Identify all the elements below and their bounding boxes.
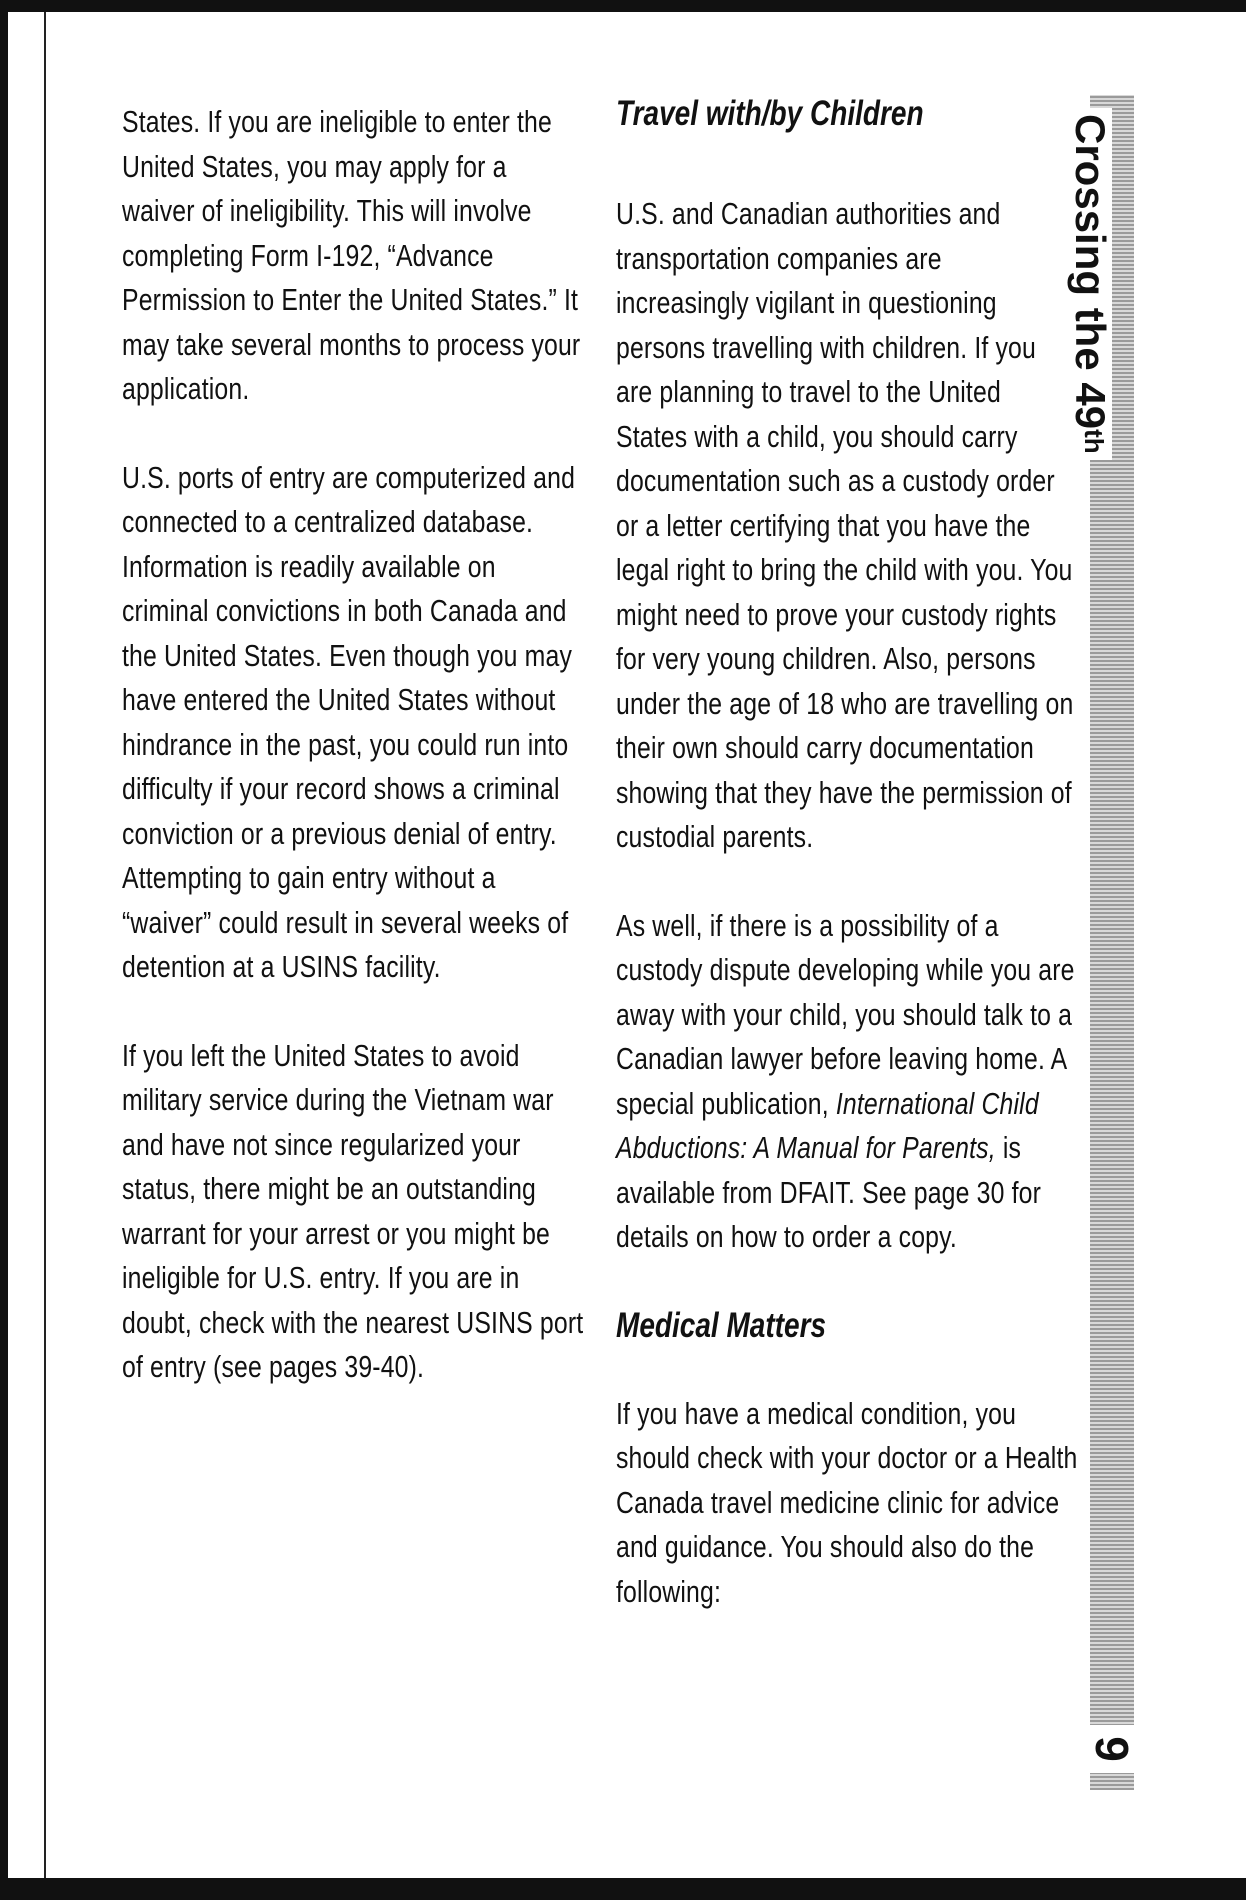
paragraph-waiver: States. If you are ineligible to enter the United States, you may apply for a waiver of ineligibility. This will involve completing Form I-192, “Advance Permission to Enter the United States.” It may take several months to process your application. xyxy=(122,104,581,406)
paragraph-custody-dispute xyxy=(616,904,1078,1260)
scan-border-top xyxy=(0,0,1246,12)
paragraph-children-documentation: U.S. and Canadian authorities and transportation companies are increasingly vigilant in questioning persons travelling with children. If you are planning to travel to the United States with a child, you should carry documentation such as a custody order or a letter certifying that you have the legal right to bring the child with you. You might need to prove your custody rights for very young children. Also, persons under the age of 18 who are travelling on their own should carry documentation showing that they have the permission of custodial parents. xyxy=(616,196,1074,854)
binding-rule xyxy=(44,12,46,1878)
paragraph-medical: If you have a medical condition, you should check with your doctor or a Health Canada travel medicine clinic for advice and guidance. You should also do the following: xyxy=(616,1395,1078,1609)
heading-travel-children: Travel with/by Children xyxy=(616,94,924,133)
publication-title: International Child Abductions: A Manual for Parents, xyxy=(616,1085,1039,1165)
page-number: 9 xyxy=(1083,1725,1141,1773)
section-title-text: Crossing the 49 xyxy=(1067,114,1114,430)
custody-text-start: As well, if there is a possibility of a custody dispute developing while you are away with your child, you should talk to a Canadian lawyer before leaving home. A special publication, xyxy=(616,907,1075,1121)
section-title xyxy=(1068,108,1112,460)
section-title-superscript: th xyxy=(1079,429,1109,454)
left-column xyxy=(122,100,584,1434)
paragraph-ports-of-entry: U.S. ports of entry are computerized and connected to a centralized database. Information is readily available on criminal convictions in both Canada and the United States. Even though you may have entered the United States without hindrance in the past, you could run into difficulty if your record shows a criminal conviction or a previous denial of entry. Attempting to gain entry without a “waiver” could result in several weeks of detention at a USINS facility. xyxy=(122,459,576,984)
right-column xyxy=(616,92,1078,1658)
paragraph-military-service: If you left the United States to avoid military service during the Vietnam war and have not since regularized your status, there might be an outstanding warrant for your arrest or you might be ineligible for U.S. entry. If you are in doubt, check with the nearest USINS port of entry (see pages 39-40). xyxy=(122,1037,584,1384)
custody-text-end: is available from DFAIT. See page 30 for details on how to order a copy. xyxy=(616,1130,1041,1254)
scan-border-bottom xyxy=(0,1878,1246,1900)
scan-border-left xyxy=(0,0,8,1900)
heading-medical-matters: Medical Matters xyxy=(616,1305,827,1345)
